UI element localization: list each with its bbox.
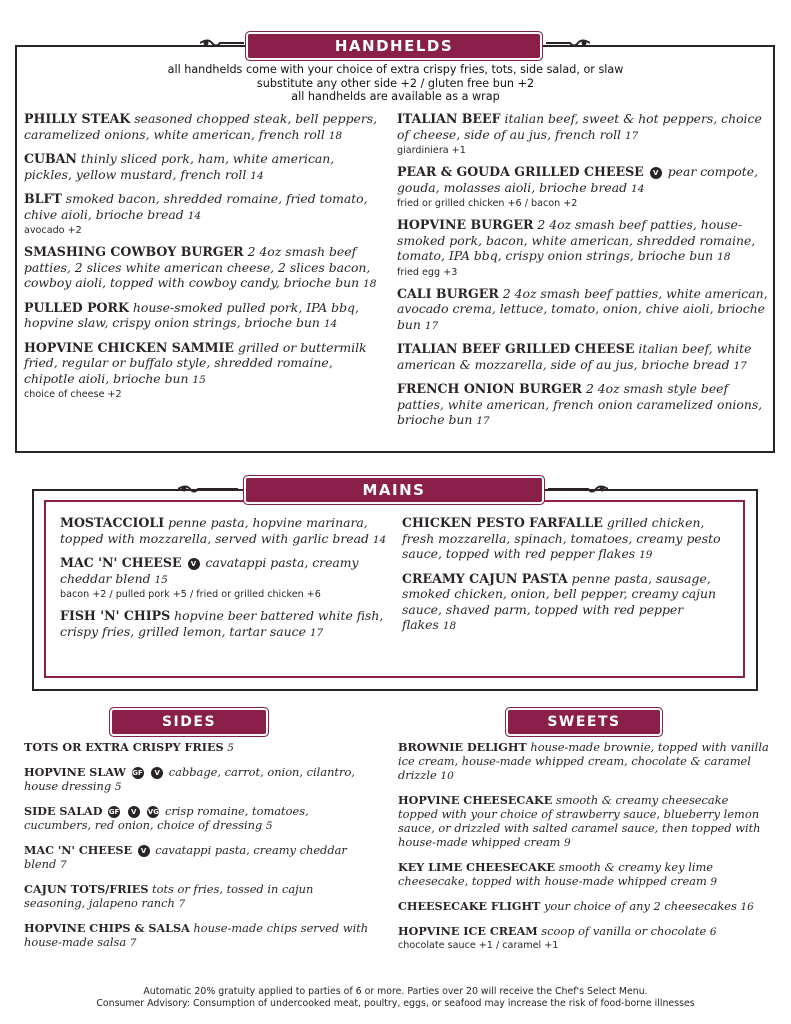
item-price: 15	[154, 573, 168, 586]
menu-item-line	[397, 217, 769, 266]
item-addon-note: fried or grilled chicken +6 / bacon +2	[397, 198, 578, 209]
diet-badge-icon: V	[650, 167, 662, 179]
menu-item-line	[397, 111, 769, 144]
item-price: 10	[440, 770, 454, 782]
item-name: CHICKEN PESTO FARFALLE	[402, 515, 603, 530]
item-price: 17	[309, 626, 324, 639]
menu-item	[397, 286, 769, 335]
menu-item	[24, 804, 374, 833]
item-name: ITALIAN BEEF GRILLED CHEESE	[397, 341, 635, 356]
menu-item	[60, 608, 390, 641]
item-price: 17	[624, 129, 639, 142]
menu-item-line	[24, 843, 374, 872]
mains-right-column	[402, 515, 722, 642]
menu-item-line	[24, 244, 382, 293]
item-name: PHILLY STEAK	[24, 111, 131, 126]
item-description: house-smoked pulled pork, IPA bbq, hopvine slaw, crispy onion strings, brioche bun	[24, 299, 359, 330]
handhelds-right-column	[397, 111, 769, 437]
item-description: scoop of vanilla or chocolate	[541, 924, 707, 938]
menu-item-line	[397, 164, 769, 197]
mains-left-column	[60, 515, 390, 648]
item-name: CALI BURGER	[397, 285, 499, 301]
menu-item-line	[398, 899, 770, 914]
item-name: HOPVINE SLAW	[24, 765, 126, 779]
menu-item	[402, 571, 722, 635]
intro-line: all handhelds are available as a wrap	[291, 90, 500, 103]
item-price: 17	[476, 415, 490, 427]
item-addon-note: chocolate sauce +1 / caramel +1	[398, 940, 559, 951]
item-name: BLFT	[24, 191, 62, 206]
menu-item-line	[24, 111, 382, 144]
item-description: 2 4oz smash beef patties, house-smoked pork, bacon, white american, shredded romaine, tomato, IPA bbq, crispy onion strings, brioche bun	[397, 217, 756, 263]
item-price: 7	[178, 898, 186, 910]
item-price: 5	[227, 742, 234, 754]
item-description: tots or fries, tossed in cajun seasoning, jalapeno ranch	[24, 882, 314, 910]
item-name: SIDE SALAD	[24, 804, 103, 818]
item-name: BROWNIE DELIGHT	[398, 740, 527, 754]
sweets-column	[398, 740, 770, 962]
item-price: 19	[639, 549, 653, 561]
item-price: 5	[114, 781, 122, 793]
menu-item	[398, 860, 770, 889]
item-name: FISH 'N' CHIPS	[60, 608, 171, 623]
menu-item	[24, 191, 382, 237]
item-addon-note: giardiniera +1	[397, 145, 466, 156]
menu-item	[398, 899, 770, 914]
item-addon-note: avocado +2	[24, 225, 82, 236]
item-description: house-made brownie, topped with vanilla ice cream, house-made whipped cream, chocolate & caramel drizzle	[398, 740, 769, 782]
item-price: 7	[129, 937, 137, 949]
handhelds-intro	[0, 63, 791, 104]
item-description: hopvine beer battered white fish, crispy fries, grilled lemon, tartar sauce	[60, 608, 384, 639]
menu-item	[60, 555, 390, 601]
item-description: cabbage, carrot, onion, cilantro, house dressing	[24, 765, 355, 793]
item-price: 9	[710, 876, 718, 888]
item-name: PEAR & GOUDA GRILLED CHEESE	[397, 164, 644, 179]
item-name: ITALIAN BEEF	[397, 111, 501, 126]
menu-item	[24, 151, 382, 184]
diet-badge-icon: V	[188, 558, 200, 570]
menu-item-line	[398, 740, 770, 783]
item-description: cavatappi pasta, creamy cheddar blend	[24, 843, 347, 871]
item-description: italian beef, sweet & hot peppers, choice of cheese, side of au jus, french roll	[397, 111, 762, 142]
handhelds-left-column	[24, 111, 382, 408]
left-ornament-icon	[178, 484, 238, 494]
item-description: 2 4oz smash beef patties, white american, avocado crema, lettuce, tomato, onion, chive aioli, brioche bun	[397, 285, 768, 332]
menu-item-line	[24, 300, 382, 333]
menu-item	[398, 740, 770, 783]
menu-item-line	[398, 924, 770, 939]
menu-item	[24, 111, 382, 144]
handhelds-banner: HANDHELDS	[248, 34, 540, 58]
menu-item-line	[397, 381, 769, 430]
item-description: grilled chicken, fresh mozzarella, spinach, tomatoes, creamy pesto sauce, topped with red pepper flakes	[402, 515, 721, 561]
item-price: 14	[372, 533, 387, 546]
menu-item-line	[60, 515, 390, 548]
item-name: FRENCH ONION BURGER	[397, 381, 582, 396]
item-name: HOPVINE CHEESECAKE	[398, 793, 553, 807]
item-addon-note: fried egg +3	[397, 266, 458, 278]
item-name: PULLED PORK	[24, 299, 129, 315]
mains-banner: MAINS	[246, 478, 542, 502]
item-addon-note: choice of cheese +2	[24, 389, 122, 400]
menu-item-line	[24, 191, 382, 224]
menu-item-line	[402, 515, 722, 564]
item-price: 14	[631, 182, 645, 195]
diet-badge-icon: VG	[147, 808, 159, 816]
item-name: CUBAN	[24, 151, 77, 166]
menu-item-line	[24, 340, 382, 389]
item-description: your choice of any 2 cheesecakes	[543, 899, 737, 913]
menu-item-line	[397, 286, 769, 335]
item-description: cavatappi pasta, creamy cheddar blend	[60, 555, 359, 586]
item-name: HOPVINE CHIPS & SALSA	[24, 921, 190, 935]
menu-item-line	[60, 608, 390, 641]
item-description: smoked bacon, shredded romaine, fried tomato, chive aioli, brioche bread	[24, 191, 368, 222]
menu-item	[24, 740, 374, 755]
item-description: house-made chips served with house-made salsa	[24, 921, 369, 949]
sweets-banner: SWEETS	[508, 710, 660, 734]
item-price: 18	[328, 129, 343, 142]
sides-column	[24, 740, 374, 960]
menu-item-line	[24, 765, 374, 794]
item-price: 18	[363, 278, 377, 290]
item-description: italian beef, white american & mozzarella, side of au jus, brioche bread	[397, 341, 752, 372]
item-name: MAC 'N' CHEESE	[24, 843, 132, 857]
menu-item	[24, 921, 374, 950]
intro-line: substitute any other side +2 / gluten free bun +2	[256, 76, 535, 90]
menu-item	[24, 843, 374, 872]
item-name: TOTS OR EXTRA CRISPY FRIES	[24, 740, 224, 754]
item-description: smooth & creamy cheesecake topped with your choice of strawberry sauce, blueberry lemon sauce, or drizzled with salted caramel sauce, then topped with house-made whipped cream	[398, 793, 761, 849]
item-description: 2 4oz smash style beef patties, white american, french onion caramelized onions, brioche bun	[397, 381, 763, 427]
item-name: SMASHING COWBOY BURGER	[24, 244, 244, 259]
item-price: 7	[59, 859, 67, 871]
item-name: MOSTACCIOLI	[60, 515, 165, 530]
sides-banner: SIDES	[112, 710, 266, 734]
menu-item-line	[24, 804, 374, 833]
menu-item	[24, 300, 382, 333]
item-name: CAJUN TOTS/FRIES	[24, 882, 149, 896]
item-addon-note: bacon +2 / pulled pork +5 / fried or grilled chicken +6	[60, 589, 321, 600]
diet-badge-icon: V	[151, 767, 163, 779]
item-description: penne pasta, sausage, smoked chicken, onion, bell pepper, creamy cajun sauce, shaved parm, topped with red pepper flakes	[402, 570, 716, 632]
menu-item	[397, 111, 769, 157]
menu-item-line	[398, 793, 770, 850]
item-price: 5	[265, 820, 273, 832]
item-price: 17	[424, 319, 439, 332]
menu-item	[60, 515, 390, 548]
diet-badge-icon: V	[138, 845, 150, 857]
menu-item	[398, 793, 770, 850]
item-description: 2 4oz smash beef patties, 2 slices white american cheese, 2 slices bacon, cowboy aioli, topped with cowboy candy, brioche bun	[24, 244, 371, 290]
diet-badge-icon: GF	[108, 808, 120, 816]
menu-item-line	[24, 151, 382, 184]
item-price: 9	[563, 837, 571, 849]
item-price: 14	[250, 169, 264, 182]
item-description: pear compote, gouda, molasses aioli, brioche bread	[397, 164, 758, 195]
menu-item-line	[402, 571, 722, 635]
menu-item	[24, 244, 382, 293]
item-description: seasoned chopped steak, bell peppers, caramelized onions, white american, french roll	[24, 111, 378, 142]
item-name: CREAMY CAJUN PASTA	[402, 570, 568, 586]
menu-item	[24, 765, 374, 794]
item-name: HOPVINE BURGER	[397, 217, 534, 232]
item-price: 18	[717, 251, 731, 263]
diet-badge-icon: V	[128, 806, 140, 818]
menu-item	[397, 341, 769, 374]
left-ornament-icon	[200, 38, 244, 48]
item-price: 14	[187, 209, 202, 222]
menu-item-line	[397, 341, 769, 374]
consumer-advisory: Consumer Advisory: Consumption of undercooked meat, poultry, eggs, or seafood may increase the risk of food-borne illnesses	[96, 997, 695, 1009]
item-name: HOPVINE CHICKEN SAMMIE	[24, 339, 235, 355]
menu-item-line	[24, 882, 374, 911]
item-price: 16	[740, 901, 754, 913]
item-price: 14	[323, 318, 338, 330]
diet-badge-icon: GF	[132, 769, 143, 777]
item-description: smooth & creamy key lime cheesecake, topped with house-made whipped cream	[398, 860, 714, 888]
item-price: 6	[709, 926, 717, 938]
menu-item	[397, 217, 769, 279]
item-name: HOPVINE ICE CREAM	[398, 924, 538, 938]
right-ornament-icon	[548, 484, 608, 494]
item-name: CHEESECAKE FLIGHT	[398, 899, 541, 913]
item-price: 17	[733, 359, 747, 372]
menu-item	[398, 924, 770, 952]
item-description: penne pasta, hopvine marinara, topped with mozzarella, served with garlic bread	[60, 515, 369, 546]
menu-item	[397, 164, 769, 210]
right-ornament-icon	[546, 38, 590, 48]
item-price: 18	[442, 620, 457, 632]
item-description: grilled or buttermilk fried, regular or buffalo style, shredded romaine, chipotle aioli, brioche bun	[24, 339, 367, 386]
menu-item-line	[60, 555, 390, 588]
gratuity-note: Automatic 20% gratuity applied to parties of 6 or more. Parties over 20 will receive the Chef's Select Menu.	[143, 986, 648, 997]
menu-item-line	[398, 860, 770, 889]
item-price: 15	[192, 373, 206, 386]
menu-item	[24, 340, 382, 402]
menu-item-line	[24, 740, 374, 755]
intro-line: all handhelds come with your choice of extra crispy fries, tots, side salad, or slaw	[167, 63, 624, 76]
item-description: crisp romaine, tomatoes, cucumbers, red onion, choice of dressing	[24, 804, 309, 832]
item-name: KEY LIME CHEESECAKE	[398, 860, 556, 874]
item-description: thinly sliced pork, ham, white american, pickles, yellow mustard, french roll	[24, 151, 335, 182]
menu-item	[397, 381, 769, 430]
menu-item	[402, 515, 722, 564]
item-name: MAC 'N' CHEESE	[60, 555, 182, 570]
footer	[0, 986, 791, 1009]
menu-item	[24, 882, 374, 911]
menu-item-line	[24, 921, 374, 950]
